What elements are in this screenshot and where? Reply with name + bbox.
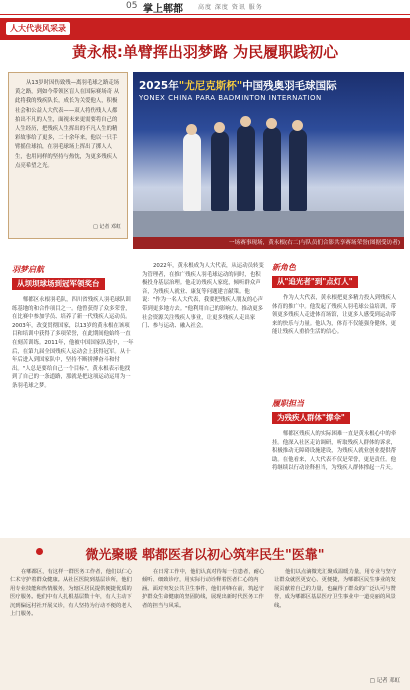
middle-column-text: 2022年，黄永根成为人大代表，从运动员转变为管理者，在推广残疾人羽毛球运动的同时，也积极投身基层治理。他走访残疾人家庭，倾听群众声音，为残疾人就业、康复等问题建言献策。他说："作为一名人大代表，我要把残疾人朋友的心声带到更多地方去。"他利用自己的影响力，推动更多社会资源关注残疾人事业，让更多残疾人走出家门、参与运动、融入社会。: [142, 263, 264, 330]
left-column: [12, 296, 134, 532]
bottom-column-3-text: 他们以点滴微光汇聚成温暖力量，用专业与坚守让群众就医更安心、更便捷，为郫都区民生事业的发展贡献着自己的力量，也赢得了群众的广泛认可与赞誉，成为郫都区基层医疗卫生事业中一道亮丽的风景线。: [274, 569, 397, 609]
right-column-top: [272, 294, 400, 394]
intro-panel: [8, 72, 128, 239]
bottom-byline: □ 记者 邓虹: [369, 678, 400, 684]
column-bar: [0, 18, 410, 40]
person-figure: [237, 125, 255, 211]
banner-title: [139, 78, 337, 93]
column-badge: 人大代表风采录: [6, 22, 70, 35]
right-column-text-2: 郫都区残疾人的实际困难一直是黄永根心中的牵挂。他深入社区走访调研，听取残疾人群体的诉求，积极推动无障碍设施建设，为残疾人就业创业提供帮助。在他看来，人大代表不仅是荣誉，更是责任。他将继续以行动诠释担当，为残疾人群体撑起一片天。: [272, 431, 397, 472]
photo-caption: 一场赛事现场，黄永根(右二)与队员们合影共享赛场荣誉(图据受访者): [133, 237, 404, 249]
section-title: 掌上郫都: [143, 4, 183, 15]
person-head: [186, 124, 197, 135]
bottom-column-1-text: 在郫都区，有这样一群医务工作者，他们以仁心仁术守护着群众健康。从社区医院到基层诊所，他们用专业技能和热情服务，为辖区居民提供便捷优质的医疗服务。他们中有人扎根基层数十年，有人主动下沉到偏远村社开展义诊，有人坚持为行动不便的老人上门服务。: [10, 569, 133, 618]
masthead: [0, 0, 410, 15]
banner-subtitle: YONEX CHINA PARA BADMINTON INTERNATION: [139, 94, 322, 102]
person-head: [214, 122, 225, 133]
bottom-headline: 微光聚暖 郫都医者以初心筑牢民生"医靠": [85, 548, 325, 563]
person-figure: [183, 133, 201, 211]
banner-quote: "尤尼克斯杯": [178, 80, 243, 92]
banner-rest: 中国残奥羽毛球国际: [242, 80, 337, 92]
middle-column: [142, 262, 264, 532]
right-section-subhead-1: 从"追光者"到"点灯人": [272, 276, 358, 288]
right-section-head-2: 履职担当: [272, 399, 304, 408]
right-section-head-1: 新角色: [272, 263, 296, 272]
left-section-subhead: 从坝坝球场到冠军领奖台: [12, 278, 105, 290]
bottom-column-3: [274, 568, 400, 672]
person-figure: [211, 131, 229, 211]
right-section-subhead-2: 为残疾人群体"撑伞": [272, 412, 350, 424]
floor: [133, 211, 404, 237]
left-section-head: 羽梦启航: [12, 265, 44, 274]
left-column-text: 郫都区永根羽毛队，四川省残疾人羽毛球队训练基地的和合作项目之一。他曾获得了众多荣誉，在比赛中参加学员、培养了新一代残疾人运动员。2003年，改变贯彻国家，以13岁的黄永根在该项目和培训中获得了多项荣誉，在此期间他始终一直在刻苦训练。2011年，他被中国国家队选中，一年后，在第九届全国残疾人运动会上获得冠军。从十年后进入到国家队中，坚持不断拼搏奋斗和付出。"人总是要给自己一个目标"，黄永根表示他找到了自己的一条道路，那就是把这项运动运用为一条羽毛球之梦。: [12, 297, 134, 389]
person-head: [266, 118, 277, 129]
intro-text: 从13岁时因伤致残—离羽毛球之路走场黄之路，到如今带领区盲人在国际赛场奇 从此将我的残疾队长，成长为关爱他人，积极社会和公益人大代表——双人将伤残人人都拍出不凡的人生，面视未来更需要将自己的人生经历，把残疾人生挥出的不凡人生的精彩故事给了更多，二十余年来，他以一只手臂摇住球拍，在羽毛球场上挥出了掷人人生，也用同样的坚持与热忱，为更多残疾人点亮希望之光。: [15, 80, 120, 169]
bottom-column-1: [10, 568, 134, 684]
person-head: [292, 120, 303, 131]
banner-year: 2025年: [139, 80, 179, 92]
right-column-text-1: 作为人大代表，黄永根把更多精力投入到残疾人体育的推广中。他发起了残疾人羽毛球公益培训，带领更多残疾人走进体育场馆，让更多人感受到运动带来的快乐与力量。他认为，体育不仅能强身健体，更能让残疾人重拾生活的信心。: [272, 295, 397, 336]
person-figure: [263, 127, 281, 211]
bottom-column-2: [142, 568, 266, 684]
section-tags: 高度 深度 资讯 服务: [198, 4, 263, 11]
intro-byline: □ 记者 邓虹: [93, 224, 121, 230]
right-column-bottom: [272, 430, 400, 532]
page-number: 05: [126, 1, 138, 11]
page-headline: 黄永根:单臂挥出羽梦路 为民履职践初心: [71, 43, 339, 61]
bottom-column-2-text: 在日常工作中，他们认真对待每一位患者，耐心倾听、细致诊疗，用实际行动诠释着医者仁心的内涵。面对突发公共卫生事件，他们冲锋在前，筑起守护群众生命健康的坚固防线，展现出新时代医务工作者的担当与风采。: [142, 569, 265, 609]
person-head: [240, 116, 251, 127]
lead-photo: [133, 72, 404, 237]
bottom-article: [0, 538, 410, 690]
person-figure: [289, 129, 307, 211]
